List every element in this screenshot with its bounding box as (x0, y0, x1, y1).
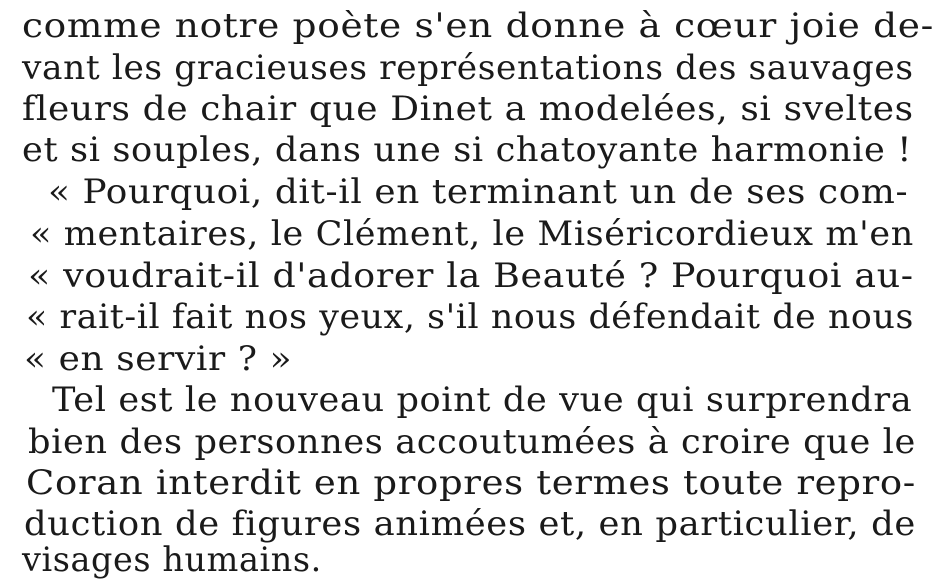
text-line-8: « rait-il fait nos yeux, s'il nous défendait de nous (26, 297, 914, 337)
text-line-11: bien des personnes accoutumées à croire que le (28, 422, 916, 462)
text-line-12: Coran interdit en propres termes toute repro- (26, 463, 916, 503)
text-line-6: « mentaires, le Clément, le Miséricordieux m'en (30, 214, 914, 254)
text-line-13: duction de figures animées et, en particulier, de (24, 504, 916, 544)
text-line-2: vant les gracieuses représentations des sauvages (22, 48, 914, 88)
text-line-10: Tel est le nouveau point de vue qui surprendra (52, 380, 913, 420)
text-line-4: et si souples, dans une si chatoyante harmonie ! (22, 130, 913, 170)
text-line-9: « en servir ? » (24, 339, 293, 379)
text-line-1: comme notre poète s'en donne à cœur joie de- (22, 6, 934, 46)
text-line-3: fleurs de chair que Dinet a modelées, si sveltes (22, 89, 914, 129)
text-line-14: visages humains. (22, 540, 322, 580)
text-line-7: « voudrait-il d'adorer la Beauté ? Pourquoi au- (28, 256, 914, 296)
text-line-5: « Pourquoi, dit-il en terminant un de ses com- (48, 172, 909, 212)
